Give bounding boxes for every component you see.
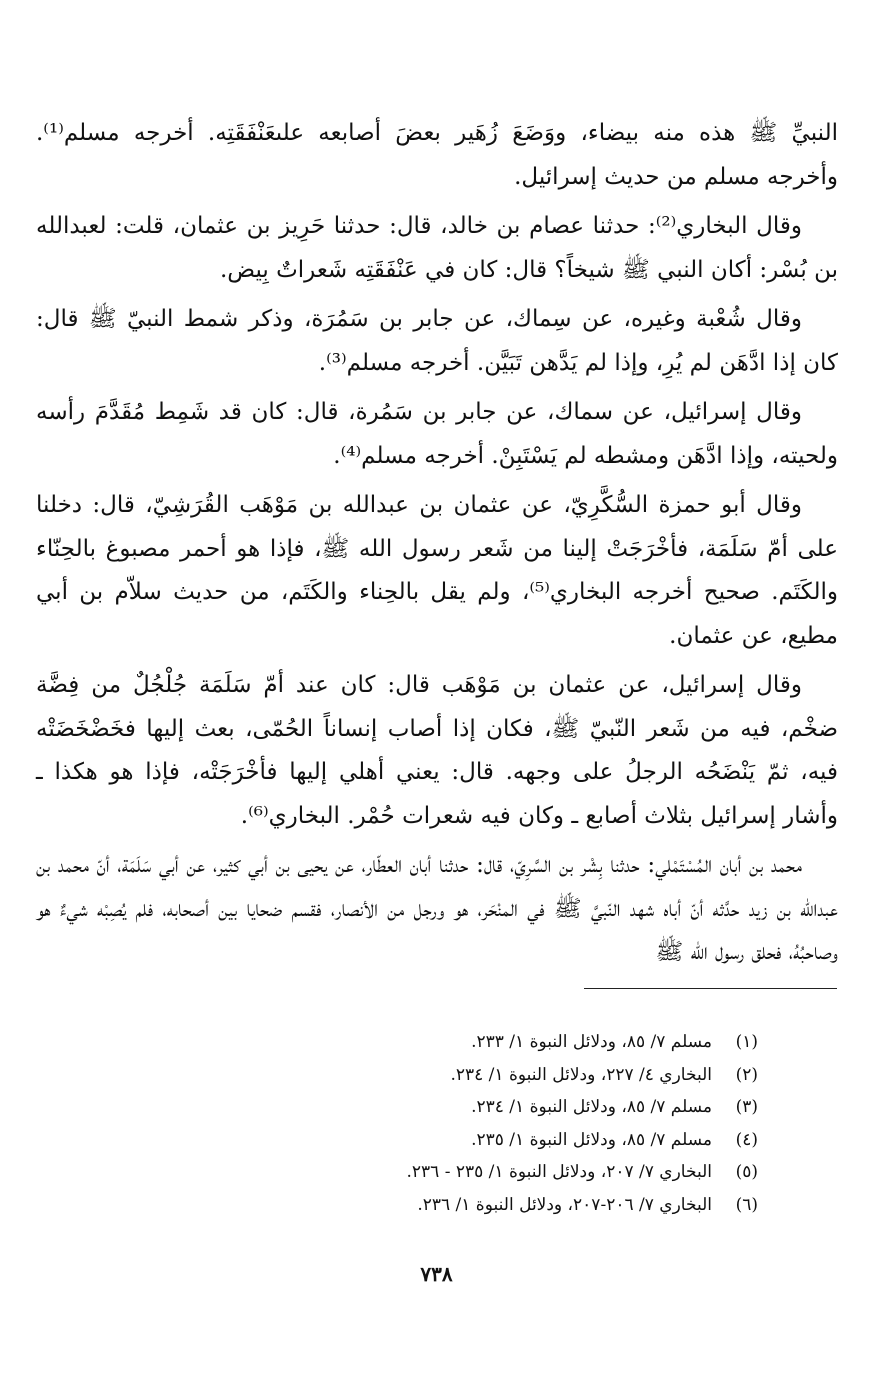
footnotes (198, 1026, 758, 1221)
footnote-text: البخاري ٤/ ٢٢٧، ودلائل النبوة ١/ ٢٣٤. (450, 1064, 712, 1085)
footnote (198, 1091, 758, 1124)
page-number: ٧٣٨ (420, 1262, 453, 1286)
footnote (198, 1124, 758, 1157)
footnote-number: (٣) (735, 1097, 758, 1117)
paragraph: وقال أبو حمزة السُّكَّرِيّ، عن عثمان بن عبدالله بن مَوْهَب القُرَشِيّ، قال: دخلنا على أمّ سَلَمَة، فأخْرَجَتْ إلينا من شَعر رسول الله ﷺ، فإذا هو أحمر مصبوغ بالحِنّاء والكَتَم. صحيح أخرجه البخاري⁽⁵⁾، ولم يقل بالحِناء والكَتَم، من حديث سلاّم بن أبي مطيع، عن عثمان. (36, 492, 838, 649)
paragraph: وقال البخاري⁽²⁾: حدثنا عصام بن خالد، قال: حدثنا حَرِيز بن عثمان، قلت: لعبدالله بن بُسْر: أكان النبي ﷺ شيخاً؟ قال: كان في عَنْفَقَتِه شَعراتٌ بِيض. (36, 213, 838, 283)
footnote-text: مسلم ٧/ ٨٥، ودلائل النبوة ١/ ٢٣٥. (471, 1129, 712, 1150)
footnote-text: مسلم ٧/ ٨٥، ودلائل النبوة ١/ ٢٣٣. (471, 1032, 712, 1052)
footnote (198, 1026, 758, 1059)
footnote (198, 1059, 758, 1092)
paragraph: محمد بن أبان المُسْتَمْلي: حدثنا بِشْر بن السَّرِيّ، قال: حدثنا أبان العطّار، عن يحيى بن أبي كثير، عن أبي سَلَمَة، أنّ محمد بن عبدالله بن زيد حدَّثه أنّ أباه شهد النّبيَّ ﷺ في المنْحَر، هو ورجل من الأنصار، فقسم ضحايا بين أصحابه، فلم يُصِبْه شيءٌ هو وصاحبُهُ، فحلق رسول الله ﷺ (36, 852, 838, 965)
footnote-number: (١) (735, 1032, 758, 1052)
footnote-text: البخاري ٧/ ٢٠٧، ودلائل النبوة ١/ ٢٣٥ - ٢٣٦. (406, 1162, 712, 1182)
paragraph: النبيِّ ﷺ هذه منه بيضاء، ووَضَعَ زُهَير بعضَ أصابعه علىعَنْفَقَتِه. أخرجه مسلم⁽¹⁾. وأخرجه مسلم من حديث إسرائيل. (36, 120, 838, 190)
footnote-number: (٦) (735, 1194, 758, 1215)
footnote-number: (٢) (735, 1064, 758, 1085)
paragraph: وقال إسرائيل، عن عثمان بن مَوْهَب قال: كان عند أمّ سَلَمَة جُلْجُلٌ من فِضَّة ضخْم، فيه من شَعر النّبيّ ﷺ، فكان إذا أصاب إنساناً الحُمّى، بعث إليها فخَضْخَضَتْه فيه، ثمّ يَنْضَحُه الرجلُ على وجهه. قال: يعني أهلي إليها فأخْرَجَتْه، فإذا هو هكذا ـ وأشار إسرائيل بثلاث أصابع ـ وكان فيه شعرات حُمْر. البخاري⁽⁶⁾. (36, 672, 838, 829)
footnote-text: البخاري ٧/ ٢٠٦-٢٠٧، ودلائل النبوة ١/ ٢٣٦. (417, 1194, 712, 1215)
paragraph: وقال شُعْبة وغيره، عن سِماك، عن جابر بن سَمُرَة، وذكر شمط النبيّ ﷺ قال: كان إذا ادَّهَن لم يُرِ، وإذا لم يَدَّهن تَبَيَّن. أخرجه مسلم⁽³⁾. (36, 306, 838, 376)
footnote-number: (٤) (735, 1129, 758, 1150)
footnote-separator (584, 988, 837, 989)
footnote (198, 1156, 758, 1189)
main-text (36, 112, 838, 981)
footnote (198, 1189, 758, 1222)
paragraph: وقال إسرائيل، عن سماك، عن جابر بن سَمُرة، قال: كان قد شَمِط مُقَدَّمَ رأسه ولحيته، وإذا ادَّهَن ومشطه لم يَسْتَبِنْ. أخرجه مسلم⁽⁴⁾. (36, 399, 838, 469)
footnote-text: مسلم ٧/ ٨٥، ودلائل النبوة ١/ ٢٣٤. (471, 1097, 712, 1117)
footnote-number: (٥) (735, 1162, 758, 1182)
